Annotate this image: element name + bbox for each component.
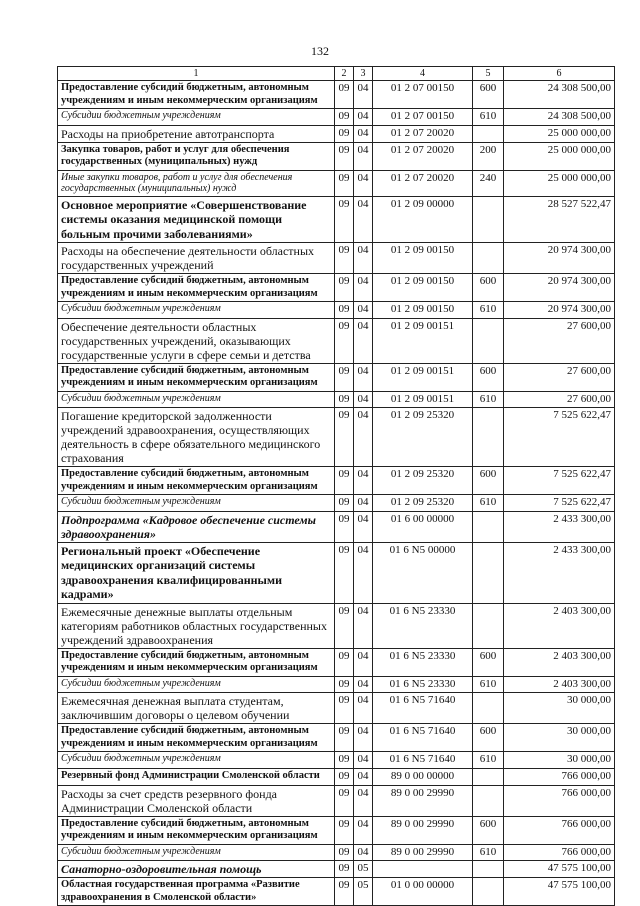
row-name-cell: Иные закупки товаров, работ и услуг для обеспечения государственных (муниципальных) нужд xyxy=(58,170,335,196)
row-code-cell: 610 xyxy=(473,109,504,126)
row-code-cell: 600 xyxy=(473,467,504,495)
row-code-cell: 09 xyxy=(335,109,354,126)
row-code-cell: 600 xyxy=(473,816,504,844)
row-amount-cell: 20 974 300,00 xyxy=(504,243,615,274)
row-code-cell: 04 xyxy=(354,603,373,648)
row-code-cell: 04 xyxy=(354,467,373,495)
row-amount-cell: 27 600,00 xyxy=(504,391,615,408)
row-code-cell: 610 xyxy=(473,495,504,512)
row-amount-cell: 47 575 100,00 xyxy=(504,878,615,906)
table-row xyxy=(58,861,615,878)
row-code-cell: 04 xyxy=(354,196,373,243)
row-code-cell: 610 xyxy=(473,844,504,861)
table-row xyxy=(58,844,615,861)
table-row xyxy=(58,769,615,786)
row-code-cell: 01 6 00 00000 xyxy=(373,511,473,542)
row-amount-cell: 27 600,00 xyxy=(504,318,615,363)
row-code-cell: 01 6 N5 71640 xyxy=(373,693,473,724)
row-name-cell: Погашение кредиторской задолженности учреждений здравоохранения, осуществляющих деятельность в сфере обязательного медицинского страхования xyxy=(58,408,335,467)
table-row xyxy=(58,196,615,243)
row-code-cell: 01 2 09 00151 xyxy=(373,363,473,391)
table-row xyxy=(58,676,615,693)
row-name-cell: Закупка товаров, работ и услуг для обеспечения государственных (муниципальных) нужд xyxy=(58,142,335,170)
row-code-cell: 04 xyxy=(354,844,373,861)
row-code-cell xyxy=(473,769,504,786)
row-amount-cell: 25 000 000,00 xyxy=(504,125,615,142)
row-code-cell: 09 xyxy=(335,693,354,724)
row-code-cell xyxy=(473,603,504,648)
row-name-cell: Резервный фонд Администрации Смоленской области xyxy=(58,769,335,786)
table-row xyxy=(58,724,615,752)
table-row xyxy=(58,243,615,274)
row-amount-cell: 766 000,00 xyxy=(504,844,615,861)
row-code-cell: 01 2 09 25320 xyxy=(373,408,473,467)
table-body xyxy=(58,81,615,906)
row-code-cell: 600 xyxy=(473,648,504,676)
row-code-cell: 04 xyxy=(354,693,373,724)
column-header: 3 xyxy=(354,67,373,81)
row-code-cell: 01 2 07 20020 xyxy=(373,125,473,142)
row-code-cell: 09 xyxy=(335,363,354,391)
row-amount-cell: 2 433 300,00 xyxy=(504,511,615,542)
row-code-cell: 04 xyxy=(354,125,373,142)
table-row xyxy=(58,81,615,109)
row-name-cell: Региональный проект «Обеспечение медицинских организаций системы здравоохранения квалифицированными кадрами» xyxy=(58,542,335,603)
table-row xyxy=(58,170,615,196)
row-name-cell: Субсидии бюджетным учреждениям xyxy=(58,302,335,319)
row-code-cell: 09 xyxy=(335,274,354,302)
row-name-cell: Субсидии бюджетным учреждениям xyxy=(58,495,335,512)
table-row xyxy=(58,878,615,906)
row-code-cell: 09 xyxy=(335,302,354,319)
row-code-cell: 04 xyxy=(354,274,373,302)
row-code-cell: 610 xyxy=(473,752,504,769)
row-code-cell: 01 2 07 20020 xyxy=(373,142,473,170)
row-code-cell: 05 xyxy=(354,878,373,906)
row-name-cell: Предоставление субсидий бюджетным, автономным учреждениям и иным некоммерческим организациям xyxy=(58,816,335,844)
row-code-cell: 09 xyxy=(335,81,354,109)
row-code-cell xyxy=(473,125,504,142)
row-code-cell: 04 xyxy=(354,81,373,109)
row-amount-cell: 20 974 300,00 xyxy=(504,274,615,302)
row-code-cell: 01 2 09 00151 xyxy=(373,318,473,363)
row-code-cell: 05 xyxy=(354,861,373,878)
row-name-cell: Субсидии бюджетным учреждениям xyxy=(58,676,335,693)
row-code-cell: 04 xyxy=(354,142,373,170)
row-code-cell xyxy=(473,511,504,542)
row-code-cell: 600 xyxy=(473,81,504,109)
row-amount-cell: 766 000,00 xyxy=(504,785,615,816)
row-code-cell: 01 6 N5 23330 xyxy=(373,676,473,693)
row-code-cell xyxy=(473,878,504,906)
row-code-cell: 89 0 00 29990 xyxy=(373,816,473,844)
row-code-cell: 09 xyxy=(335,769,354,786)
table-row xyxy=(58,603,615,648)
row-code-cell: 01 2 07 00150 xyxy=(373,109,473,126)
column-header: 6 xyxy=(504,67,615,81)
row-code-cell: 09 xyxy=(335,844,354,861)
row-name-cell: Обеспечение деятельности областных государственных учреждений, оказывающих государственные услуги в сфере семьи и детства xyxy=(58,318,335,363)
row-code-cell: 01 0 00 00000 xyxy=(373,878,473,906)
row-name-cell: Субсидии бюджетным учреждениям xyxy=(58,844,335,861)
row-code-cell: 09 xyxy=(335,125,354,142)
table-row xyxy=(58,542,615,603)
row-code-cell: 04 xyxy=(354,752,373,769)
table-row xyxy=(58,125,615,142)
column-header: 4 xyxy=(373,67,473,81)
row-name-cell: Предоставление субсидий бюджетным, автономным учреждениям и иным некоммерческим организациям xyxy=(58,81,335,109)
row-name-cell: Предоставление субсидий бюджетным, автономным учреждениям и иным некоммерческим организациям xyxy=(58,648,335,676)
row-code-cell: 04 xyxy=(354,391,373,408)
row-code-cell: 04 xyxy=(354,785,373,816)
row-code-cell: 04 xyxy=(354,676,373,693)
row-code-cell: 04 xyxy=(354,408,373,467)
row-code-cell: 04 xyxy=(354,648,373,676)
row-code-cell: 04 xyxy=(354,109,373,126)
row-name-cell: Ежемесячная денежная выплата студентам, заключившим договоры о целевом обучении xyxy=(58,693,335,724)
row-name-cell: Областная государственная программа «Развитие здравоохранения в Смоленской области» xyxy=(58,878,335,906)
row-code-cell: 09 xyxy=(335,196,354,243)
row-code-cell xyxy=(473,408,504,467)
row-name-cell: Расходы за счет средств резервного фонда Администрации Смоленской области xyxy=(58,785,335,816)
column-header: 5 xyxy=(473,67,504,81)
row-amount-cell: 20 974 300,00 xyxy=(504,302,615,319)
row-amount-cell: 7 525 622,47 xyxy=(504,495,615,512)
row-code-cell: 09 xyxy=(335,785,354,816)
row-code-cell: 01 6 N5 71640 xyxy=(373,724,473,752)
row-code-cell xyxy=(473,243,504,274)
row-amount-cell: 30 000,00 xyxy=(504,693,615,724)
table-row xyxy=(58,511,615,542)
row-code-cell: 09 xyxy=(335,724,354,752)
row-code-cell: 01 2 07 20020 xyxy=(373,170,473,196)
row-code-cell xyxy=(473,318,504,363)
table-row xyxy=(58,467,615,495)
row-code-cell xyxy=(473,693,504,724)
row-amount-cell: 2 433 300,00 xyxy=(504,542,615,603)
row-code-cell: 200 xyxy=(473,142,504,170)
table-row xyxy=(58,302,615,319)
row-code-cell: 04 xyxy=(354,302,373,319)
row-code-cell: 240 xyxy=(473,170,504,196)
row-code-cell: 04 xyxy=(354,542,373,603)
row-code-cell: 01 2 09 25320 xyxy=(373,467,473,495)
row-code-cell: 01 6 N5 71640 xyxy=(373,752,473,769)
row-code-cell: 01 2 09 00150 xyxy=(373,243,473,274)
budget-table xyxy=(57,66,615,906)
row-amount-cell: 30 000,00 xyxy=(504,752,615,769)
row-name-cell: Подпрограмма «Кадровое обеспечение системы здравоохранения» xyxy=(58,511,335,542)
row-code-cell: 04 xyxy=(354,318,373,363)
row-code-cell: 01 6 N5 23330 xyxy=(373,603,473,648)
row-code-cell: 01 2 09 25320 xyxy=(373,495,473,512)
row-code-cell: 09 xyxy=(335,816,354,844)
row-code-cell: 09 xyxy=(335,752,354,769)
row-code-cell: 09 xyxy=(335,170,354,196)
row-code-cell xyxy=(473,542,504,603)
row-code-cell: 04 xyxy=(354,816,373,844)
row-code-cell: 04 xyxy=(354,511,373,542)
row-name-cell: Расходы на обеспечение деятельности областных государственных учреждений xyxy=(58,243,335,274)
row-name-cell: Расходы на приобретение автотранспорта xyxy=(58,125,335,142)
row-name-cell: Основное мероприятие «Совершенствование системы оказания медицинской помощи больным прочими заболеваниями» xyxy=(58,196,335,243)
row-code-cell: 04 xyxy=(354,363,373,391)
row-code-cell xyxy=(473,785,504,816)
row-code-cell: 09 xyxy=(335,861,354,878)
row-code-cell: 01 2 09 00000 xyxy=(373,196,473,243)
row-code-cell: 01 6 N5 00000 xyxy=(373,542,473,603)
row-name-cell: Санаторно-оздоровительная помощь xyxy=(58,861,335,878)
table-row xyxy=(58,109,615,126)
row-name-cell: Предоставление субсидий бюджетным, автономным учреждениям и иным некоммерческим организациям xyxy=(58,274,335,302)
row-code-cell: 04 xyxy=(354,170,373,196)
table-row xyxy=(58,752,615,769)
row-amount-cell: 2 403 300,00 xyxy=(504,648,615,676)
table-header-row xyxy=(58,67,615,81)
row-amount-cell: 2 403 300,00 xyxy=(504,676,615,693)
row-code-cell xyxy=(473,861,504,878)
column-header: 2 xyxy=(335,67,354,81)
row-code-cell: 09 xyxy=(335,542,354,603)
row-amount-cell: 7 525 622,47 xyxy=(504,408,615,467)
row-amount-cell: 766 000,00 xyxy=(504,769,615,786)
row-code-cell: 09 xyxy=(335,495,354,512)
row-amount-cell: 2 403 300,00 xyxy=(504,603,615,648)
row-code-cell: 600 xyxy=(473,363,504,391)
row-code-cell: 600 xyxy=(473,724,504,752)
row-code-cell xyxy=(473,196,504,243)
row-code-cell: 89 0 00 00000 xyxy=(373,769,473,786)
row-code-cell xyxy=(373,861,473,878)
row-name-cell: Субсидии бюджетным учреждениям xyxy=(58,109,335,126)
row-code-cell: 09 xyxy=(335,318,354,363)
row-amount-cell: 24 308 500,00 xyxy=(504,109,615,126)
row-code-cell: 09 xyxy=(335,878,354,906)
table-row xyxy=(58,785,615,816)
table-row xyxy=(58,495,615,512)
row-amount-cell: 766 000,00 xyxy=(504,816,615,844)
row-amount-cell: 25 000 000,00 xyxy=(504,170,615,196)
row-code-cell: 09 xyxy=(335,142,354,170)
table-row xyxy=(58,318,615,363)
row-code-cell: 09 xyxy=(335,676,354,693)
column-header: 1 xyxy=(58,67,335,81)
table-row xyxy=(58,363,615,391)
row-code-cell: 89 0 00 29990 xyxy=(373,844,473,861)
row-name-cell: Субсидии бюджетным учреждениям xyxy=(58,752,335,769)
row-code-cell: 04 xyxy=(354,495,373,512)
row-code-cell: 89 0 00 29990 xyxy=(373,785,473,816)
row-code-cell: 09 xyxy=(335,648,354,676)
row-amount-cell: 27 600,00 xyxy=(504,363,615,391)
table-row xyxy=(58,693,615,724)
table-row xyxy=(58,816,615,844)
row-code-cell: 04 xyxy=(354,243,373,274)
row-amount-cell: 7 525 622,47 xyxy=(504,467,615,495)
row-name-cell: Предоставление субсидий бюджетным, автономным учреждениям и иным некоммерческим организациям xyxy=(58,363,335,391)
row-code-cell: 09 xyxy=(335,467,354,495)
row-code-cell: 01 2 09 00150 xyxy=(373,302,473,319)
table-row xyxy=(58,274,615,302)
row-amount-cell: 24 308 500,00 xyxy=(504,81,615,109)
row-code-cell: 01 2 09 00150 xyxy=(373,274,473,302)
row-name-cell: Предоставление субсидий бюджетным, автономным учреждениям и иным некоммерческим организациям xyxy=(58,724,335,752)
table-row xyxy=(58,408,615,467)
row-code-cell: 09 xyxy=(335,511,354,542)
row-amount-cell: 28 527 522,47 xyxy=(504,196,615,243)
row-code-cell: 600 xyxy=(473,274,504,302)
row-code-cell: 09 xyxy=(335,408,354,467)
row-code-cell: 610 xyxy=(473,391,504,408)
row-code-cell: 01 2 09 00151 xyxy=(373,391,473,408)
table-row xyxy=(58,648,615,676)
row-name-cell: Предоставление субсидий бюджетным, автономным учреждениям и иным некоммерческим организациям xyxy=(58,467,335,495)
row-amount-cell: 30 000,00 xyxy=(504,724,615,752)
row-code-cell: 610 xyxy=(473,302,504,319)
row-name-cell: Субсидии бюджетным учреждениям xyxy=(58,391,335,408)
row-code-cell: 04 xyxy=(354,769,373,786)
row-code-cell: 09 xyxy=(335,391,354,408)
row-code-cell: 09 xyxy=(335,603,354,648)
row-amount-cell: 47 575 100,00 xyxy=(504,861,615,878)
row-code-cell: 610 xyxy=(473,676,504,693)
row-amount-cell: 25 000 000,00 xyxy=(504,142,615,170)
row-code-cell: 04 xyxy=(354,724,373,752)
row-code-cell: 01 2 07 00150 xyxy=(373,81,473,109)
page-number: 132 xyxy=(311,44,329,58)
row-code-cell: 01 6 N5 23330 xyxy=(373,648,473,676)
row-name-cell: Ежемесячные денежные выплаты отдельным категориям работников областных государственных учреждений здравоохранения xyxy=(58,603,335,648)
table-row xyxy=(58,391,615,408)
row-code-cell: 09 xyxy=(335,243,354,274)
table-row xyxy=(58,142,615,170)
